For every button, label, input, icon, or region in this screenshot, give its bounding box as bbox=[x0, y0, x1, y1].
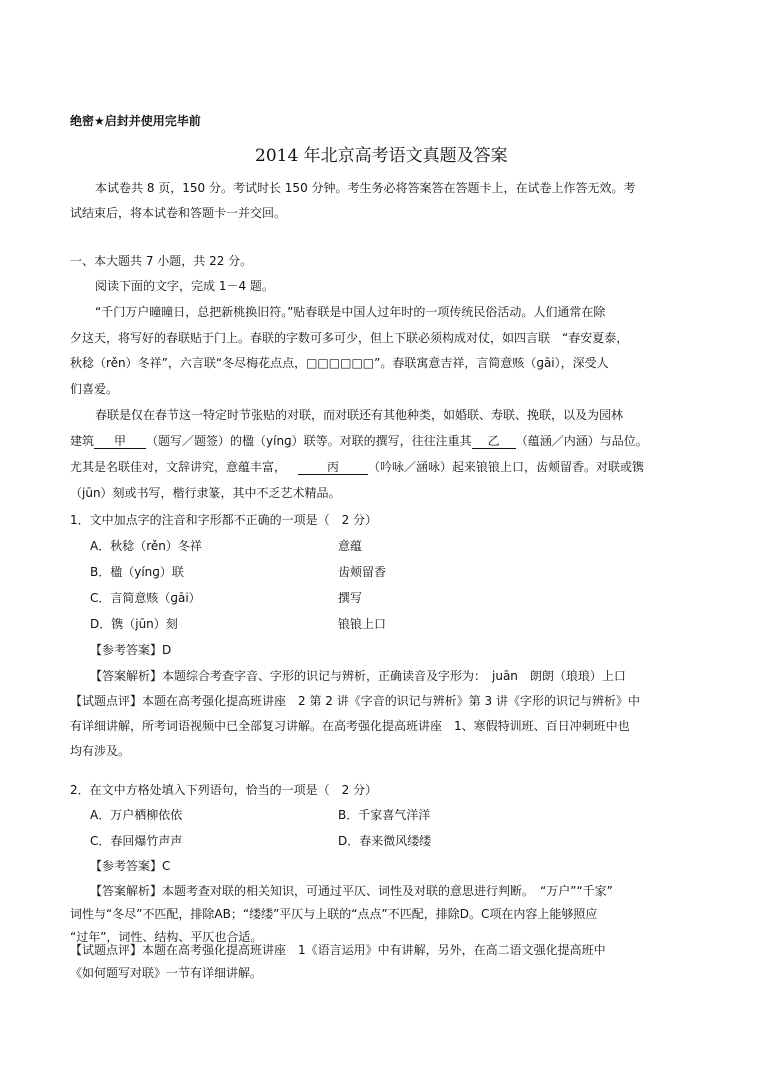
analysis-label: 【答案解析】 bbox=[90, 669, 163, 683]
text-segment: （题写／题签）的楹（yínɡ）联等。对联的撰写，往往注重其 bbox=[146, 434, 472, 448]
q1-option-d: D．镌（jūn）刻 bbox=[90, 617, 178, 631]
page-title: 2014 年北京高考语文真题及答案 bbox=[255, 146, 508, 166]
passage-p1-line-2: 夕这天，将写好的春联贴于门上。春联的字数可多可少，但上下联必须构成对仗，如四言联 “春安夏泰， bbox=[70, 331, 629, 345]
q2-analysis-line-2: 词性与“冬尽”不匹配，排除AB；“缕缕”平仄与上联的“点点”不匹配，排除D。C项在内容上能够照应 bbox=[70, 907, 598, 921]
q1-stem: 1．文中加点字的注音和字形都不正确的一项是（ 2 分） bbox=[70, 513, 378, 527]
passage-p1-line-3: 秋稔（rěn）冬祥”，六言联“冬尽梅花点点，□□□□□□”。春联寓意吉祥，言简意赅（ɡāi），深受人 bbox=[70, 356, 609, 370]
q1-comment-line-3: 均有涉及。 bbox=[70, 744, 131, 758]
q1-option-c-word: 撰写 bbox=[338, 591, 363, 605]
q2-option-d: D．春来微风缕缕 bbox=[338, 834, 432, 848]
q1-option-b: B．楹（yínɡ）联 bbox=[90, 565, 184, 579]
blank-yi: 乙 bbox=[472, 434, 516, 449]
intro-line-2: 试结束后，将本试卷和答题卡一并交回。 bbox=[70, 206, 287, 220]
blank-bing: 丙 bbox=[298, 460, 368, 475]
text-segment: 建筑 bbox=[70, 434, 95, 448]
comment-label: 【试题点评】 bbox=[70, 943, 143, 957]
secret-mark: 绝密★启封并使用完毕前 bbox=[70, 114, 201, 128]
q2-answer bbox=[90, 858, 170, 874]
text-segment: （吟咏／涵咏）起来锒锒上口，齿颊留香。对联或镌 bbox=[368, 460, 645, 474]
q2-option-a: A．万户栖柳依依 bbox=[90, 808, 183, 822]
answer-value: D bbox=[162, 643, 172, 657]
q1-comment-line-2: 有详细讲解，所考词语视频中已全部复习讲解。在高考强化提高班讲座 1、寒假特训班、百日冲刺班中也 bbox=[70, 719, 630, 733]
comment-label: 【试题点评】 bbox=[70, 694, 143, 708]
q1-analysis bbox=[90, 668, 626, 684]
q1-answer bbox=[90, 642, 171, 658]
blank-jia: 甲 bbox=[94, 434, 146, 449]
comment-text: 本题在高考强化提高班讲座 2 第 2 讲《字音的识记与辨析》第 3 讲《字形的识记与辨析》中 bbox=[142, 694, 640, 708]
q1-option-c: C．言简意赅（ɡāi） bbox=[90, 591, 201, 605]
section-heading: 一、本大题共 7 小题，共 22 分。 bbox=[70, 254, 253, 268]
q2-option-b: B．千家喜气洋洋 bbox=[338, 808, 431, 822]
passage-p2-line-2 bbox=[70, 433, 648, 449]
q2-stem: 2．在文中方格处填入下列语句，恰当的一项是（ 2 分） bbox=[70, 783, 378, 797]
passage-p2-line-3 bbox=[70, 459, 644, 475]
analysis-label: 【答案解析】 bbox=[90, 884, 163, 898]
q1-option-b-word: 齿颊留香 bbox=[338, 565, 387, 579]
passage-p2-line-1: 春联是仅在春节这一特定时节张贴的对联，而对联还有其他种类，如婚联、寿联、挽联，以及为园林 bbox=[95, 408, 624, 422]
q1-comment-line-1 bbox=[70, 693, 640, 709]
q1-option-a-word: 意蕴 bbox=[338, 539, 363, 553]
q2-comment-line-1 bbox=[70, 942, 606, 958]
analysis-text: 本题考查对联的相关知识，可通过平仄、词性及对联的意思进行判断。 “万户”“千家” bbox=[162, 884, 613, 898]
q2-comment-line-2: 《如何题写对联》一节有详细讲解。 bbox=[70, 966, 263, 980]
answer-label: 【参考答案】 bbox=[90, 643, 163, 657]
text-segment: 尤其是名联佳对，文辞讲究，意蕴丰富， bbox=[70, 460, 287, 474]
answer-label: 【参考答案】 bbox=[90, 859, 163, 873]
comment-text: 本题在高考强化提高班讲座 1《语言运用》中有讲解，另外，在高二语文强化提高班中 bbox=[142, 943, 606, 957]
passage-p2-line-4: （jūn）刻或书写，楷行隶篆，其中不乏艺术精品。 bbox=[70, 486, 341, 500]
q2-analysis-line-3: “过年”，词性、结构、平仄也合适。 bbox=[70, 930, 263, 944]
q1-option-a: A．秋稔（rěn）冬祥 bbox=[90, 539, 202, 553]
q1-option-d-word: 锒锒上口 bbox=[338, 617, 387, 631]
answer-value: C bbox=[162, 859, 171, 873]
section-instruction: 阅读下面的文字，完成 1－4 题。 bbox=[95, 279, 274, 293]
intro-line-1: 本试卷共 8 页，150 分。考试时长 150 分钟。考生务必将答案答在答题卡上，在试卷上作答无效。考 bbox=[95, 181, 636, 195]
passage-p1-line-1: “千门万户曈曈日，总把新桃换旧符。”贴春联是中国人过年时的一项传统民俗活动。人们通常在除 bbox=[95, 305, 606, 319]
text-segment: （蕴涵／内涵）与品位。 bbox=[515, 434, 648, 448]
passage-p1-line-4: 们喜爱。 bbox=[70, 382, 119, 396]
q2-option-c: C．春回爆竹声声 bbox=[90, 834, 183, 848]
analysis-text: 本题综合考查字音、字形的识记与辨析，正确读音及字形为： juān 朗朗（琅琅）上口 bbox=[162, 669, 626, 683]
q2-analysis-line-1 bbox=[90, 883, 613, 899]
